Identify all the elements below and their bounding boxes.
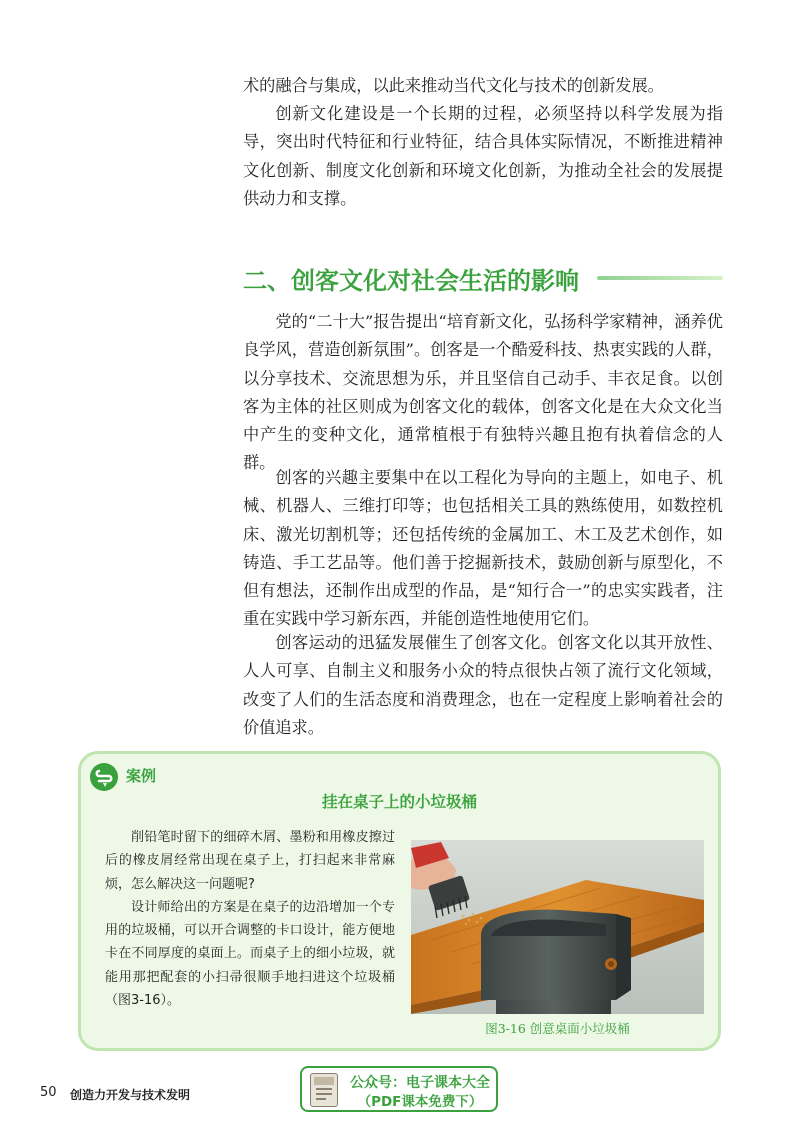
case-paragraph-2: 设计师给出的方案是在桌子的边沿增加一个专用的垃圾桶，可以开合调整的卡口设计，能方便地卡在不同厚度的桌面上。而桌子上的细小垃圾，就能用那把配套的小扫帚很顺手地扫进这个垃圾桶（图3-16）。: [105, 899, 395, 1009]
body-paragraph-1: 术的融合与集成，以此来推动当代文化与技术的创新发展。: [243, 76, 664, 95]
case-box: [78, 751, 721, 1051]
book-title: 创造力开发与技术发明: [70, 1088, 191, 1102]
case-text: [105, 826, 395, 1012]
body-paragraph-4: 创客的兴趣主要集中在以工程化为导向的主题上，如电子、机械、机器人、三维打印等；也包括相关工具的熟练使用，如数控机床、激光切割机等；还包括传统的金属加工、木工及艺术创作，如铸造、手工艺品等。他们善于挖掘新技术，鼓励创新与原型化，不但有想法，还制作出成型的作品，是“知行合一”的忠实实践者，注重在实践中学习新东西，并能创造性地使用它们。: [243, 468, 723, 629]
body-paragraph-2: 创新文化建设是一个长期的过程，必须坚持以科学发展为指导，突出时代特征和行业特征，结合具体实际情况，不断推进精神文化创新、制度文化创新和环境文化创新，为推动全社会的发展提供动力和支撑。: [243, 104, 723, 208]
watermark-stamp: [300, 1066, 498, 1112]
case-badge-icon: [90, 763, 118, 791]
stamp-line-2: （PDF课本免费下）: [357, 1094, 483, 1110]
body-paragraph-5: 创客运动的迅猛发展催生了创客文化。创客文化以其开放性、人人可享、自制主义和服务小众的特点很快占领了流行文化领域，改变了人们的生活态度和消费理念，也在一定程度上影响着社会的价值追求。: [243, 633, 723, 737]
section-title: 二、创客文化对社会生活的影响: [243, 266, 579, 295]
stamp-line-1: 公众号：电子课本大全: [350, 1075, 490, 1091]
heading-rule: [597, 276, 723, 280]
case-label: 案例: [126, 767, 157, 785]
figure-caption: 图3-16 创意桌面小垃圾桶: [485, 1021, 630, 1036]
case-paragraph-1: 削铅笔时留下的细碎木屑、墨粉和用橡皮擦过后的橡皮屑经常出现在桌子上，打扫起来非常麻烦，怎么解决这一问题呢?: [105, 830, 395, 892]
section-heading: [243, 258, 723, 298]
body-paragraph-3: 党的“二十大”报告提出“培育新文化，弘扬科学家精神，涵养优良学风，营造创新氛围”。创客是一个酷爱科技、热衷实践的人群，以分享技术、交流思想为乐，并且坚信自己动手、丰衣足食。以创客为主体的社区则成为创客文化的载体，创客文化是在大众文化当中产生的变种文化，通常植根于有独特兴趣且抱有执着信念的人群。: [243, 312, 723, 473]
book-icon: [310, 1073, 338, 1107]
case-title: 挂在桌子上的小垃圾桶: [321, 793, 477, 811]
page-number: 50: [40, 1085, 57, 1100]
desk-trash-bin-photo: [411, 840, 704, 1014]
